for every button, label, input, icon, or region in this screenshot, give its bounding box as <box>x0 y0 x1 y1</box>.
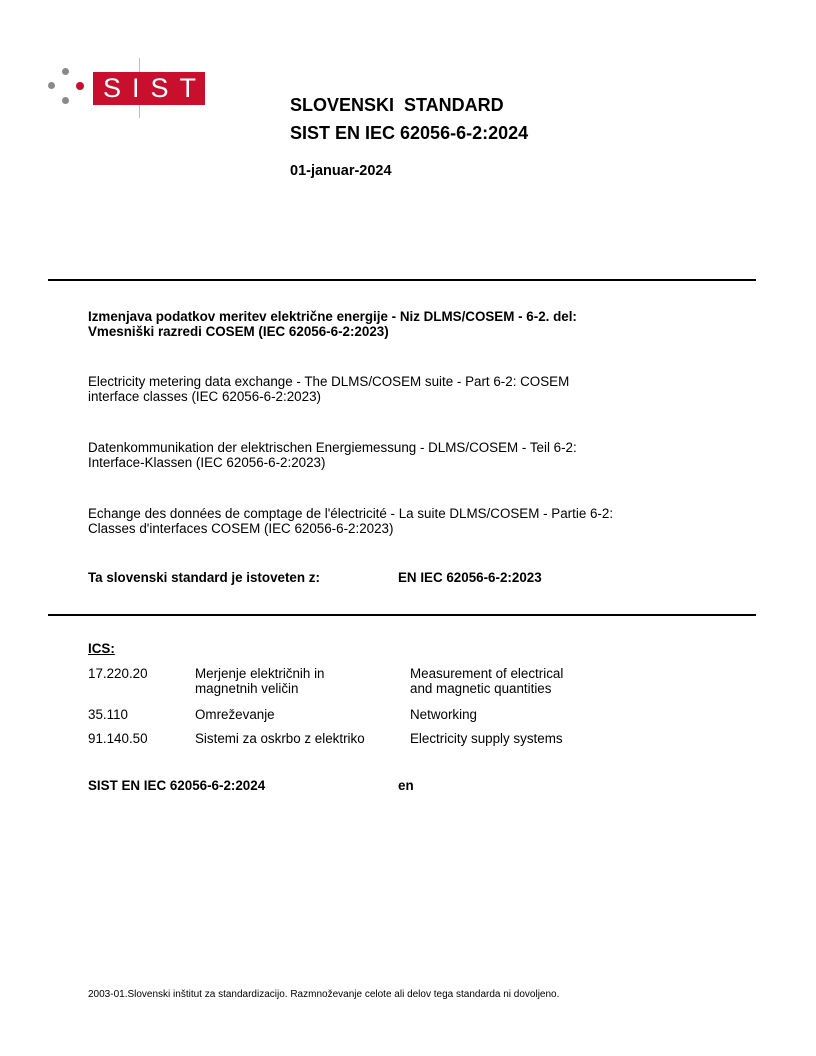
title-slovenian-line1: Izmenjava podatkov meritev električne energije - Niz DLMS/COSEM - 6-2. del: <box>88 309 577 324</box>
logo-dot-bottom <box>62 97 69 104</box>
publication-date: 01-januar-2024 <box>290 163 392 179</box>
ics-slovenian <box>195 666 325 696</box>
summary-standard: SIST EN IEC 62056-6-2:2024 <box>88 778 266 793</box>
title-slovenian <box>88 310 738 339</box>
ics-code: 35.110 <box>88 707 128 722</box>
title-french <box>88 507 738 536</box>
identity-value: EN IEC 62056-6-2:2023 <box>398 570 542 585</box>
standard-number: SIST EN IEC 62056-6-2:2024 <box>290 123 529 143</box>
ics-slovenian-line1: Merjenje električnih in <box>195 666 325 681</box>
title-english <box>88 375 738 404</box>
logo-dot-top <box>62 68 69 75</box>
ics-english: Electricity supply systems <box>410 731 563 746</box>
top-divider <box>48 279 756 281</box>
title-german <box>88 441 738 470</box>
ics-slovenian: Sistemi za oskrbo z elektriko <box>195 731 365 746</box>
title-german-line2: Interface-Klassen (IEC 62056-6-2:2023) <box>88 454 326 470</box>
ics-english-line2: and magnetic quantities <box>410 681 552 696</box>
ics-slovenian: Omreževanje <box>195 707 275 722</box>
logo-dot-right <box>76 82 84 90</box>
copyright-footer: 2003-01.Slovenski inštitut za standardizacijo. Razmnoževanje celote ali delov tega standarda ni dovoljeno. <box>88 989 560 1000</box>
summary-language: en <box>398 778 414 793</box>
ics-slovenian-line2: magnetnih veličin <box>195 681 299 696</box>
title-german-line1: Datenkommunikation der elektrischen Energiemessung - DLMS/COSEM - Teil 6-2: <box>88 440 577 455</box>
title-french-line1: Echange des données de comptage de l'électricité - La suite DLMS/COSEM - Partie 6-2: <box>88 506 614 521</box>
document-type-title: SLOVENSKI STANDARD <box>290 95 504 115</box>
ics-code: 91.140.50 <box>88 731 148 746</box>
identity-label: Ta slovenski standard je istoveten z: <box>88 570 320 585</box>
logo-wordmark: SIST <box>93 72 205 105</box>
ics-english: Networking <box>410 707 477 722</box>
title-french-line2: Classes d'interfaces COSEM (IEC 62056-6-2:2023) <box>88 520 394 536</box>
ics-heading: ICS: <box>88 641 115 656</box>
ics-english-line1: Measurement of electrical <box>410 666 564 681</box>
logo-dot-left <box>48 82 55 89</box>
bottom-divider <box>48 614 756 616</box>
title-english-line2: interface classes (IEC 62056-6-2:2023) <box>88 388 321 404</box>
ics-english <box>410 666 563 696</box>
title-english-line1: Electricity metering data exchange - The DLMS/COSEM suite - Part 6-2: COSEM <box>88 374 570 389</box>
ics-code: 17.220.20 <box>88 666 148 681</box>
title-slovenian-line2: Vmesniški razredi COSEM (IEC 62056-6-2:2023) <box>88 323 389 339</box>
